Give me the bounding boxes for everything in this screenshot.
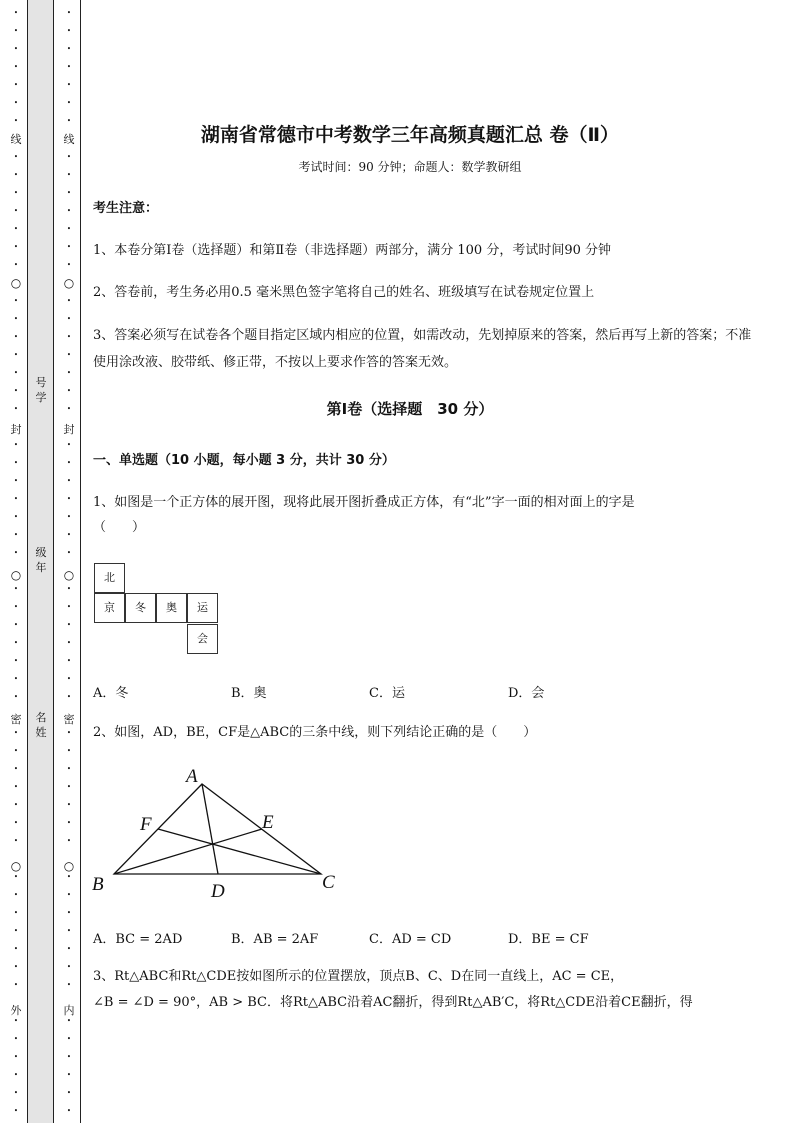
seal-dot: • — [66, 693, 72, 701]
seal-dot: • — [13, 909, 19, 917]
seal-dot: • — [66, 657, 72, 665]
question-1-stem: 1、如图是一个正方体的展开图，现将此展开图折叠成正方体，有“北”字一面的相对面上的字是 — [93, 495, 635, 510]
q2-option-c: C．AD = CD — [369, 932, 452, 947]
seal-dot: • — [13, 747, 19, 755]
seal-dot: • — [66, 1089, 72, 1097]
seal-dot: • — [66, 387, 72, 395]
seal-dot: • — [66, 927, 72, 935]
seal-circle: ○ — [63, 276, 75, 290]
seal-dot: • — [13, 45, 19, 53]
question-3-stem-cont: ∠B = ∠D = 90°，AB > BC．将Rt△ABC沿着AC翻折，得到Rt△AB′C，将Rt△CDE沿着CE翻折，得 — [93, 995, 693, 1010]
question-3-stem: 3、Rt△ABC和Rt△CDE按如图所示的位置摆放，顶点B、C、D在同一直线上，AC = CE， — [93, 969, 624, 984]
seal-label: 封 — [10, 423, 22, 436]
seal-dot: • — [13, 513, 19, 521]
seal-dot: • — [66, 1053, 72, 1061]
seal-dot: • — [66, 1107, 72, 1115]
seal-dot: • — [13, 315, 19, 323]
point-label-d: D — [211, 881, 225, 902]
seal-dot: • — [66, 27, 72, 35]
seal-dot: • — [66, 981, 72, 989]
seal-dot: • — [13, 459, 19, 467]
seal-dot: • — [66, 153, 72, 161]
seal-dot: • — [66, 81, 72, 89]
seal-dot: • — [13, 837, 19, 845]
seal-dot: • — [13, 369, 19, 377]
seal-dot: • — [13, 441, 19, 449]
seal-dot: • — [13, 873, 19, 881]
net-cell: 京 — [94, 593, 125, 623]
seal-dot: • — [66, 1071, 72, 1079]
seal-dot: • — [13, 1035, 19, 1043]
seal-label: 封 — [63, 423, 75, 436]
seal-dot: • — [13, 1071, 19, 1079]
seal-dot: • — [13, 783, 19, 791]
seal-dot: • — [66, 459, 72, 467]
seal-dot: • — [13, 27, 19, 35]
seal-dot: • — [66, 9, 72, 17]
seal-dot: • — [66, 729, 72, 737]
seal-dot: • — [66, 477, 72, 485]
seal-label: 内 — [63, 1004, 75, 1017]
seal-dot: • — [13, 729, 19, 737]
binding-line-left — [27, 0, 28, 1123]
seal-circle: ○ — [63, 859, 75, 873]
seal-dot: • — [13, 549, 19, 557]
seal-dot: • — [66, 243, 72, 251]
seal-dot: • — [13, 531, 19, 539]
seal-dot: • — [66, 1017, 72, 1025]
seal-label: 线 — [63, 133, 75, 146]
seal-dot: • — [66, 315, 72, 323]
seal-dot: • — [13, 189, 19, 197]
seal-dot: • — [13, 63, 19, 71]
seal-dot: • — [66, 99, 72, 107]
seal-dot: • — [66, 1035, 72, 1043]
inner-seal-column — [62, 0, 76, 1123]
seal-dot: • — [13, 495, 19, 503]
notice-heading: 考生注意： — [93, 201, 159, 216]
triangle-figure — [85, 760, 345, 905]
seal-dot: • — [66, 747, 72, 755]
question-2-stem: 2、如图，AD，BE，CF是△ABC的三条中线，则下列结论正确的是（ ） — [93, 725, 537, 740]
seal-dot: • — [66, 117, 72, 125]
seal-dot: • — [13, 405, 19, 413]
net-cell: 冬 — [125, 593, 156, 623]
seal-dot: • — [66, 405, 72, 413]
q1-option-b: B．奥 — [231, 686, 267, 701]
question-1-blank: （ ） — [93, 520, 146, 535]
binding-line-right — [53, 0, 54, 1123]
seal-dot: • — [66, 909, 72, 917]
seal-dot: • — [13, 351, 19, 359]
seal-dot: • — [66, 513, 72, 521]
seal-dot: • — [66, 819, 72, 827]
seal-dot: • — [13, 477, 19, 485]
seal-dot: • — [13, 927, 19, 935]
field-student-id: 号 学 — [35, 376, 47, 404]
seal-dot: • — [13, 945, 19, 953]
seal-dot: • — [13, 9, 19, 17]
seal-circle: ○ — [10, 276, 22, 290]
part-heading: 一、单选题（10 小题，每小题 3 分，共计 30 分） — [93, 453, 395, 468]
seal-dot: • — [66, 171, 72, 179]
seal-dot: • — [13, 801, 19, 809]
net-cell: 北 — [94, 563, 125, 593]
seal-dot: • — [13, 81, 19, 89]
point-label-e: E — [262, 812, 274, 833]
seal-dot: • — [13, 891, 19, 899]
seal-dot: • — [66, 603, 72, 611]
seal-dot: • — [13, 99, 19, 107]
seal-dot: • — [13, 333, 19, 341]
seal-dot: • — [13, 117, 19, 125]
seal-dot: • — [66, 261, 72, 269]
net-cell: 会 — [187, 624, 218, 654]
seal-circle: ○ — [10, 568, 22, 582]
page-title: 湖南省常德市中考数学三年高频真题汇总 卷（Ⅱ） — [200, 124, 620, 146]
seal-dot: • — [13, 261, 19, 269]
seal-dot: • — [13, 765, 19, 773]
seal-dot: • — [66, 207, 72, 215]
q2-option-b: B．AB = 2AF — [231, 932, 319, 947]
seal-dot: • — [13, 585, 19, 593]
point-label-f: F — [140, 814, 152, 835]
seal-dot: • — [66, 63, 72, 71]
net-cell: 奥 — [156, 593, 187, 623]
vertex-label-a: A — [186, 766, 198, 787]
seal-circle: ○ — [10, 859, 22, 873]
vertex-label-b: B — [92, 874, 104, 895]
notice-item: 3、答案必须写在试卷各个题目指定区域内相应的位置，如需改动，先划掉原来的答案，然后再写上新的答案；不准使用涂改液、胶带纸、修正带，不按以上要求作答的答案无效。 — [93, 328, 752, 370]
seal-dot: • — [66, 945, 72, 953]
seal-dot: • — [66, 891, 72, 899]
seal-dot: • — [13, 603, 19, 611]
seal-dot: • — [66, 45, 72, 53]
seal-dot: • — [66, 963, 72, 971]
seal-dot: • — [13, 207, 19, 215]
seal-dot: • — [13, 621, 19, 629]
seal-dot: • — [66, 801, 72, 809]
section-title: 第Ⅰ卷（选择题 30 分） — [326, 400, 494, 418]
seal-dot: • — [13, 963, 19, 971]
seal-dot: • — [13, 171, 19, 179]
seal-dot: • — [13, 153, 19, 161]
seal-dot: • — [66, 639, 72, 647]
notice-item: 2、答卷前，考生务必用0.5 毫米黑色签字笔将自己的姓名、班级填写在试卷规定位置上 — [93, 285, 595, 300]
seal-dot: • — [13, 387, 19, 395]
seal-label: 外 — [10, 1004, 22, 1017]
field-grade: 级 年 — [35, 546, 47, 574]
seal-dot: • — [13, 243, 19, 251]
exam-info: 考试时间：90 分钟；命题人：数学教研组 — [298, 160, 522, 174]
seal-dot: • — [13, 657, 19, 665]
seal-dot: • — [13, 1053, 19, 1061]
net-cell: 运 — [187, 593, 218, 623]
seal-dot: • — [13, 1107, 19, 1115]
seal-dot: • — [66, 783, 72, 791]
seal-dot: • — [13, 675, 19, 683]
seal-label: 密 — [63, 713, 75, 726]
seal-dot: • — [66, 585, 72, 593]
seal-dot: • — [66, 441, 72, 449]
seal-dot: • — [66, 351, 72, 359]
outer-seal-column — [9, 0, 23, 1123]
seal-dot: • — [66, 621, 72, 629]
seal-dot: • — [66, 369, 72, 377]
seal-dot: • — [13, 1017, 19, 1025]
seal-dot: • — [13, 1089, 19, 1097]
q2-option-d: D．BE = CF — [508, 932, 589, 947]
q1-option-c: C．运 — [369, 686, 405, 701]
seal-label: 密 — [10, 713, 22, 726]
binding-line-outer — [80, 0, 81, 1123]
seal-dot: • — [66, 225, 72, 233]
seal-dot: • — [13, 819, 19, 827]
seal-dot: • — [66, 531, 72, 539]
seal-label: 线 — [10, 133, 22, 146]
field-name: 名 姓 — [35, 711, 47, 739]
q2-option-a: A．BC = 2AD — [93, 932, 183, 947]
seal-dot: • — [66, 873, 72, 881]
seal-dot: • — [13, 297, 19, 305]
seal-dot: • — [66, 765, 72, 773]
q1-option-a: A．冬 — [93, 686, 129, 701]
seal-dot: • — [13, 639, 19, 647]
seal-dot: • — [66, 675, 72, 683]
q1-option-d: D．会 — [508, 686, 545, 701]
seal-circle: ○ — [63, 568, 75, 582]
notice-item: 1、本卷分第Ⅰ卷（选择题）和第Ⅱ卷（非选择题）两部分，满分 100 分，考试时间90 分钟 — [93, 243, 611, 258]
seal-dot: • — [66, 837, 72, 845]
seal-dot: • — [66, 297, 72, 305]
seal-dot: • — [66, 495, 72, 503]
seal-dot: • — [13, 693, 19, 701]
seal-dot: • — [66, 189, 72, 197]
vertex-label-c: C — [322, 872, 335, 893]
seal-dot: • — [13, 981, 19, 989]
seal-dot: • — [13, 225, 19, 233]
seal-dot: • — [66, 333, 72, 341]
seal-dot: • — [66, 549, 72, 557]
